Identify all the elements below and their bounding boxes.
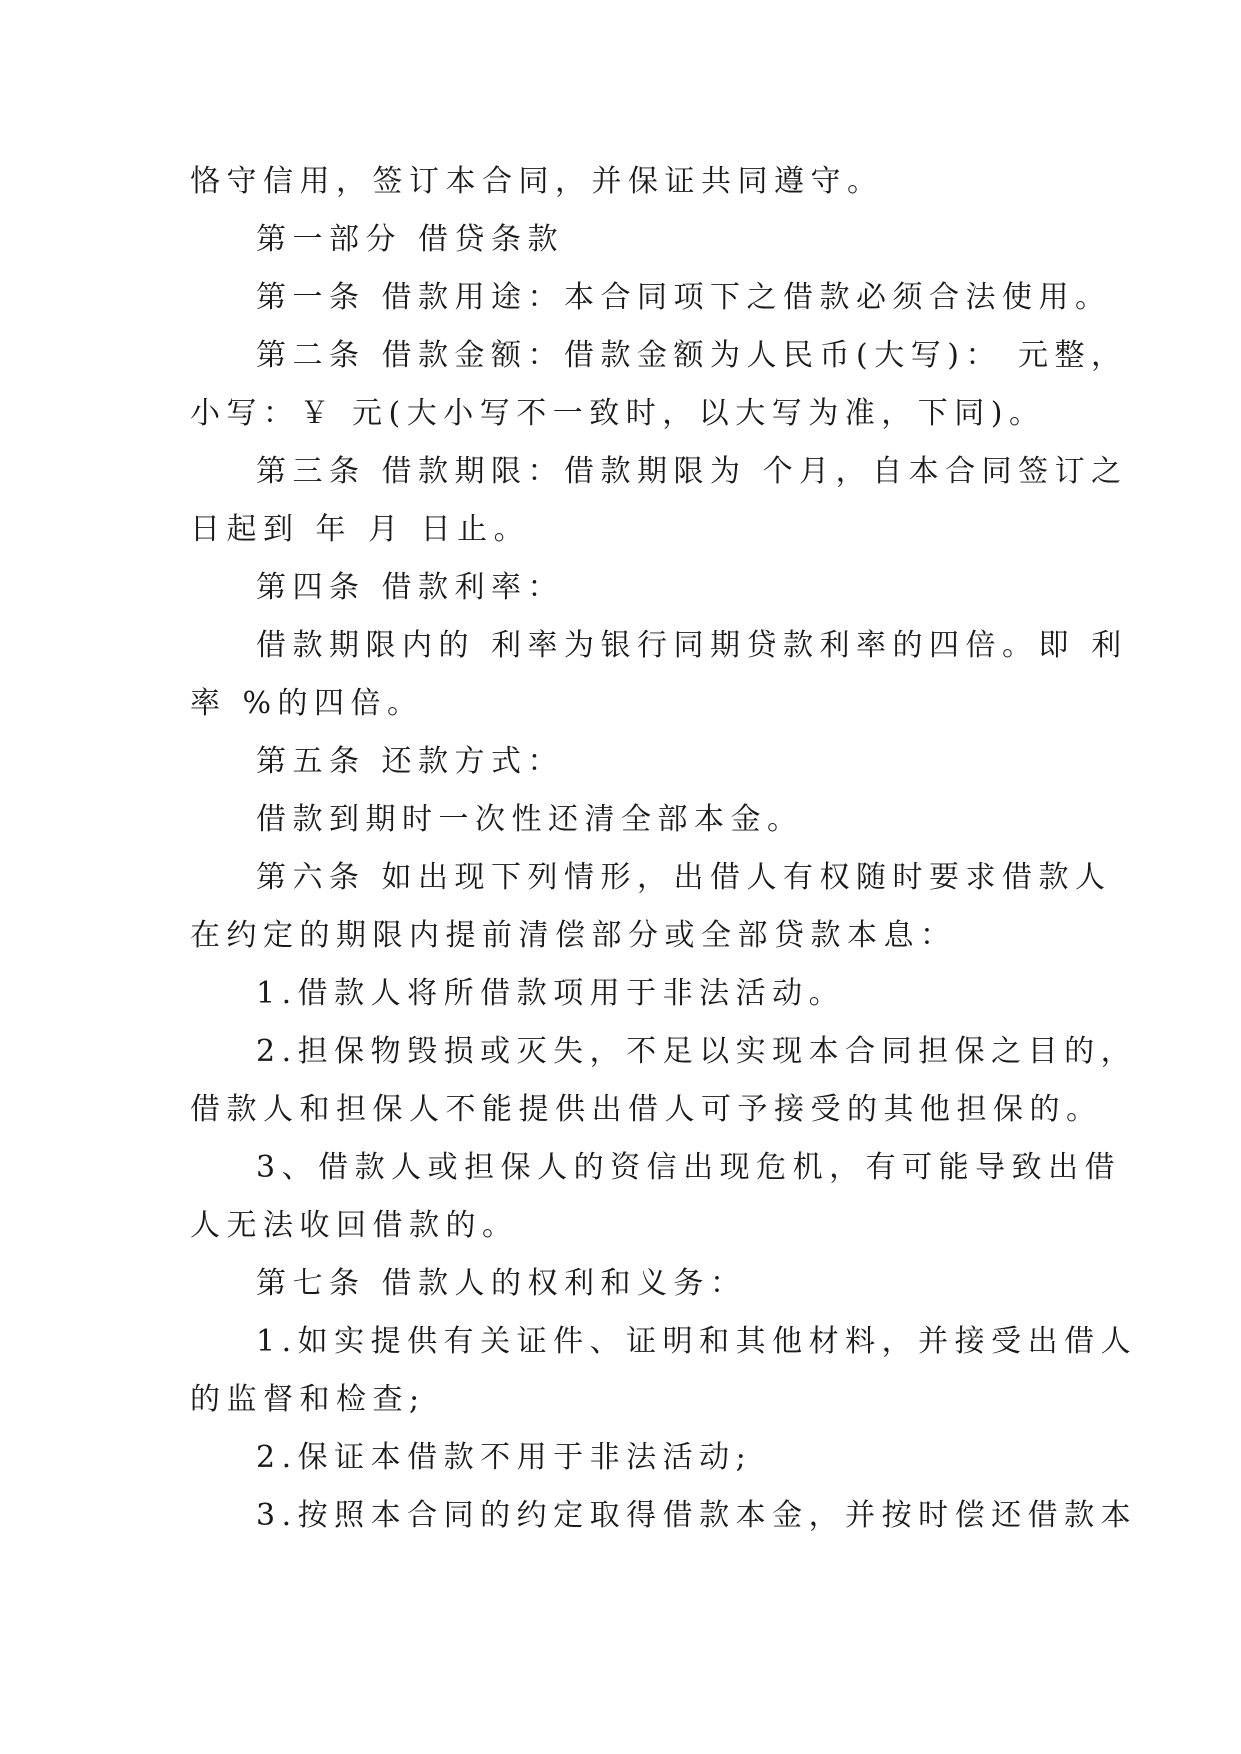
text-line: 第一条 借款用途：本合同项下之借款必须合法使用。 [256,280,1112,315]
text-line: 人无法收回借款的。 [190,1208,519,1243]
text-line: 小写：￥ 元(大小写不一致时，以大写为准，下同)。 [190,396,1046,431]
text-line: 率 %的四倍。 [190,686,424,721]
text-line: 借款期限内的 利率为银行同期贷款利率的四倍。即 利 [256,628,1128,663]
text-line: 第四条 借款利率： [256,570,565,605]
text-line: 1.如实提供有关证件、证明和其他材料，并接受出借人 [256,1324,1138,1359]
text-line: 第五条 还款方式： [256,744,565,779]
text-line: 在约定的期限内提前清偿部分或全部贷款本息： [190,918,957,953]
text-line: 2.担保物毁损或灭失，不足以实现本合同担保之目的， [256,1034,1138,1069]
text-line: 第六条 如出现下列情形，出借人有权随时要求借款人 [256,860,1112,895]
text-line: 借款到期时一次性还清全部本金。 [256,802,804,837]
text-line: 第一部分 借贷条款 [256,222,565,257]
text-line: 3.按照本合同的约定取得借款本金，并按时偿还借款本 [256,1498,1138,1533]
text-line: 恪守信用，签订本合同，并保证共同遵守。 [190,164,884,199]
text-line: 2.保证本借款不用于非法活动; [256,1440,753,1475]
text-line: 1.借款人将所借款项用于非法活动。 [256,976,846,1011]
text-line: 第二条 借款金额：借款金额为人民币(大写)： 元整， [256,338,1128,373]
text-line: 3、借款人或担保人的资信出现危机，有可能导致出借 [256,1150,1122,1185]
text-line: 第七条 借款人的权利和义务： [256,1266,747,1301]
text-line: 第三条 借款期限：借款期限为 个月，自本合同签订之 [256,454,1128,489]
text-line: 日起到 年 月 日止。 [190,512,531,547]
text-line: 的监督和检查; [190,1382,426,1417]
text-line: 借款人和担保人不能提供出借人可予接受的其他担保的。 [190,1092,1103,1127]
